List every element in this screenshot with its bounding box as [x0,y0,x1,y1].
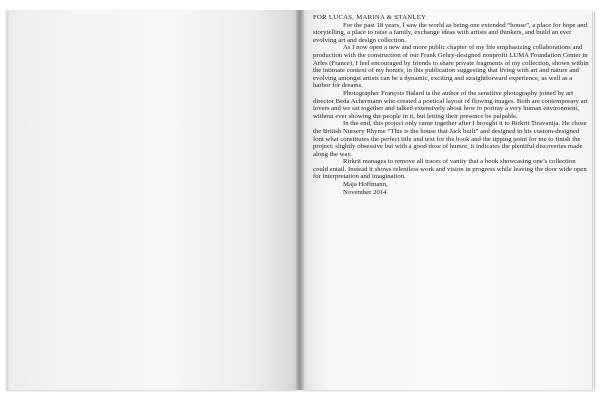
page-stack-edge [592,12,595,389]
book-spine-gutter [296,10,304,390]
paragraph-2: As I now open a new and more public chapter of my life emphasizing collaborations and production with the construction of our Frank Gehry-designed nonprofit LUMA Foundation Center in Arles (France), I feel encouraged by friends to share private fragments of my collection, shown within the intimate context of my homes, in this publication suggesting that living with art and nature and evolving amongst artists can be a dynamic, exciting and straightforward experience, as well as a harbor for dreams. [313,44,589,90]
paragraph-4: In the end, this project only came together after I brought it to Rirkrit Tiravanija. He chose the British Nursery Rhyme “This is the house that Jack built” and designed in his custom-designed font what constitutes the perfect title and text for the book and the tipping point for me to finish the project: slightly obsessive but with a good dose of humor, it indicates the plentiful discoveries made along the way. [313,120,587,158]
dedication-heading: FOR LUCAS, MARINA & STANLEY [313,14,427,21]
left-page-blank [7,10,300,390]
paragraph-3: Photographer François Halard is the author of the sensitive photography joined by art director Beda Achermann who created a poetical layout of flowing images. Both are contemporary art lovers and we sat together and talked extensively about how to portray a very human environment, without ever showing the people in it, but letting their presence be palpable. [313,89,588,120]
signature-date: November 2014 [343,188,387,196]
signature-name: Maja Hoffmann, [343,181,388,189]
foreword-text [313,14,589,196]
paragraph-5: Rirkrit manages to remove all traces of vanity that a book showcasing one’s collection could entail. Instead it shows relentless work and vision in progress while leaving the door wide open for interpretation and imagination. [313,158,587,181]
left-page-edge [7,10,10,390]
paragraph-1: For the past 18 years, I saw the world as being one extended “house”, a place for hope and storytelling, a place to raise a family, exchange ideas with artists and thinkers, and build an ever evolving art and design collection. [313,21,587,44]
